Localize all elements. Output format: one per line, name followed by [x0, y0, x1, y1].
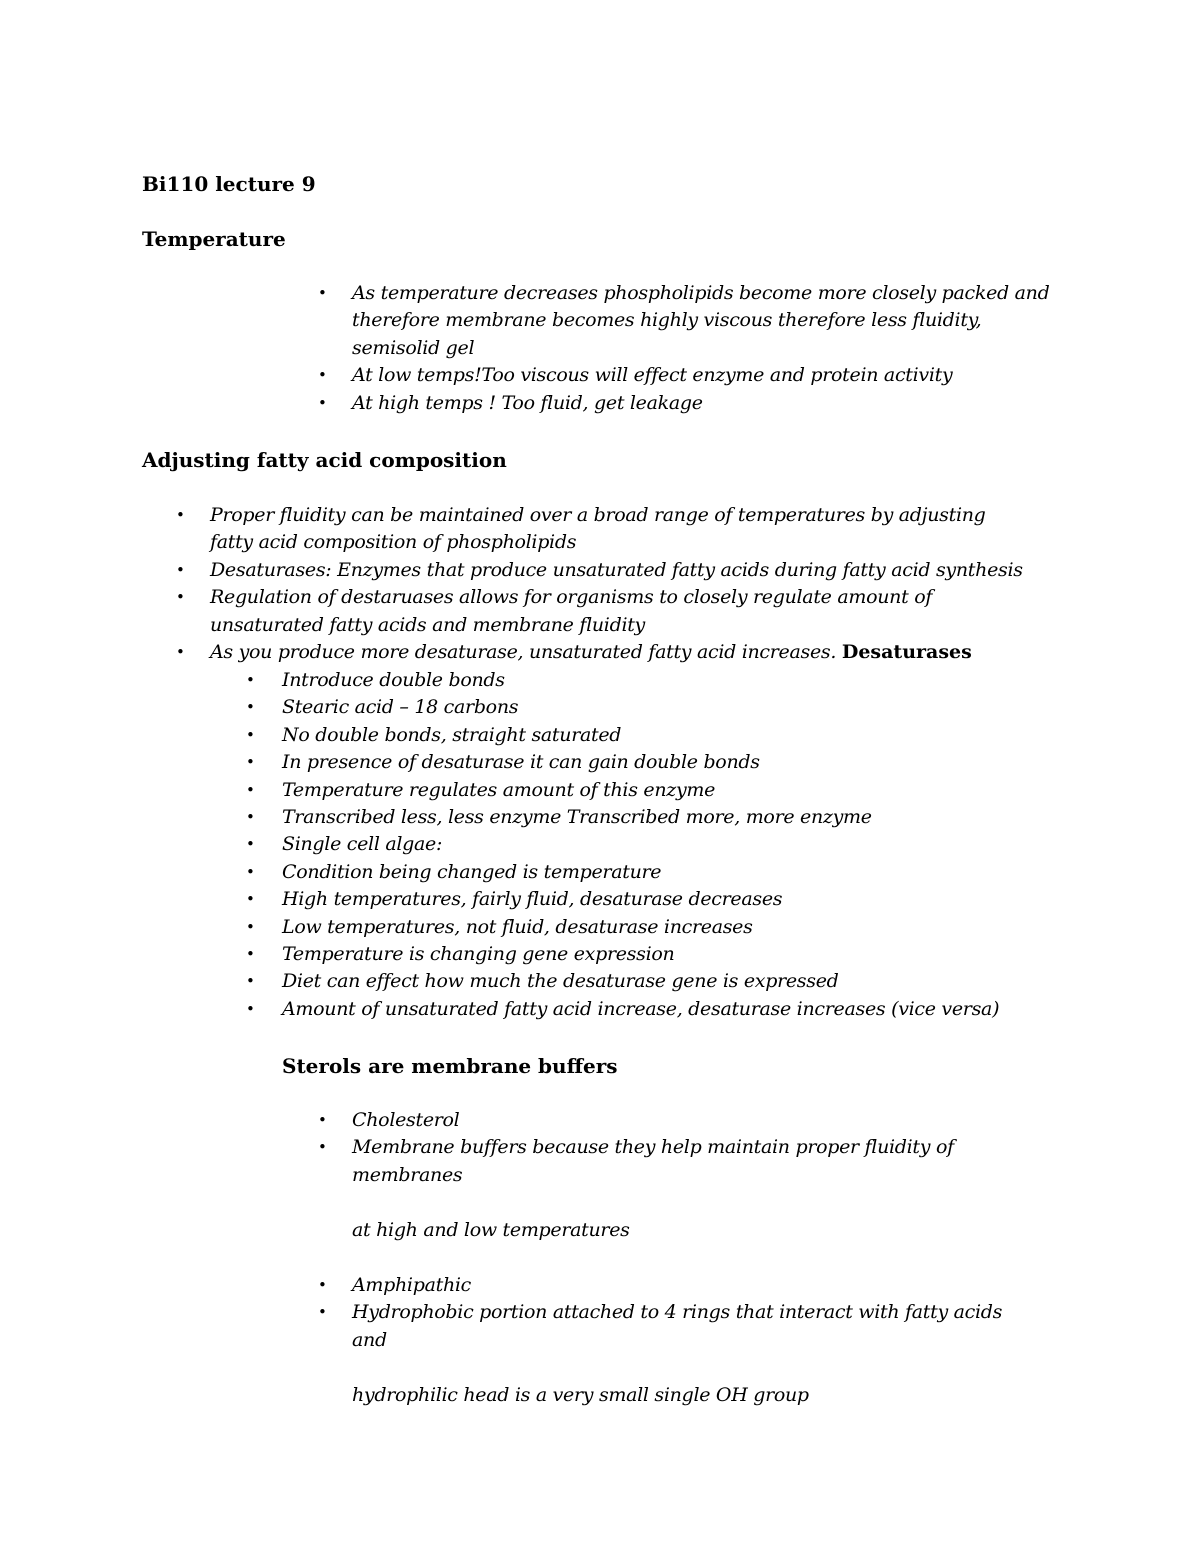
list-item: • Regulation of destaruases allows for organisms to closely regulate amount of unsaturated fatty acids and membrane fluidity — [210, 584, 980, 639]
list-item: • At low temps!Too viscous will effect enzyme and protein activity — [352, 362, 1052, 389]
list-item: • Temperature is changing gene expression — [282, 941, 1082, 968]
list-item — [210, 639, 1070, 666]
list-item: • Hydrophobic portion attached to 4 rings that interact with fatty acids and — [352, 1299, 1042, 1354]
list-item: • Proper fluidity can be maintained over a broad range of temperatures by adjusting fatty acid composition of phospholipids — [210, 502, 1030, 557]
temperature-heading: Temperature — [142, 227, 286, 251]
list-item: • Diet can effect how much the desaturase gene is expressed — [282, 968, 1082, 995]
list-item: • High temperatures, fairly fluid, desaturase decreases — [282, 886, 1082, 913]
list-item: • Amount of unsaturated fatty acid increase, desaturase increases (vice versa) — [282, 996, 1082, 1023]
list-item: • Low temperatures, not fluid, desaturase increases — [282, 914, 1082, 941]
list-item: • Introduce double bonds — [282, 667, 1082, 694]
list-item: • Stearic acid – 18 carbons — [282, 694, 1082, 721]
list-item: • Temperature regulates amount of this enzyme — [282, 777, 1082, 804]
sterols-list-a — [352, 1107, 1052, 1189]
temperature-list — [352, 280, 1052, 417]
sterols-heading: Sterols are membrane buffers — [282, 1054, 618, 1078]
list-item-text: As you produce more desaturase, unsaturated fatty acid increases. — [210, 641, 837, 664]
list-item: • Transcribed less, less enzyme Transcribed more, more enzyme — [282, 804, 1082, 831]
list-item: • In presence of desaturase it can gain double bonds — [282, 749, 1082, 776]
sterols-continuation-b: hydrophilic head is a very small single OH group — [352, 1384, 809, 1406]
document-title: Bi110 lecture 9 — [142, 172, 316, 196]
list-item: • Single cell algae: — [282, 831, 1082, 858]
list-item: • At high temps ! Too fluid, get leakage — [352, 390, 1052, 417]
desaturases-sublist — [282, 667, 1082, 1023]
desaturases-inline-heading: Desaturases — [841, 641, 972, 664]
sterols-continuation-a: at high and low temperatures — [352, 1219, 630, 1241]
list-item: • Membrane buffers because they help maintain proper fluidity of membranes — [352, 1134, 1012, 1189]
list-item: • Amphipathic — [352, 1272, 1052, 1299]
fatty-acid-heading: Adjusting fatty acid composition — [142, 448, 507, 472]
list-item: • As temperature decreases phospholipids become more closely packed and therefore membrane becomes highly viscous therefore less fluidity, semisolid gel — [352, 280, 1052, 362]
fatty-acid-list — [210, 502, 1070, 666]
sterols-list-b — [352, 1272, 1052, 1354]
list-item: • Desaturases: Enzymes that produce unsaturated fatty acids during fatty acid synthesis — [210, 557, 1070, 584]
list-item: • No double bonds, straight saturated — [282, 722, 1082, 749]
list-item: • Condition being changed is temperature — [282, 859, 1082, 886]
list-item: • Cholesterol — [352, 1107, 1052, 1134]
